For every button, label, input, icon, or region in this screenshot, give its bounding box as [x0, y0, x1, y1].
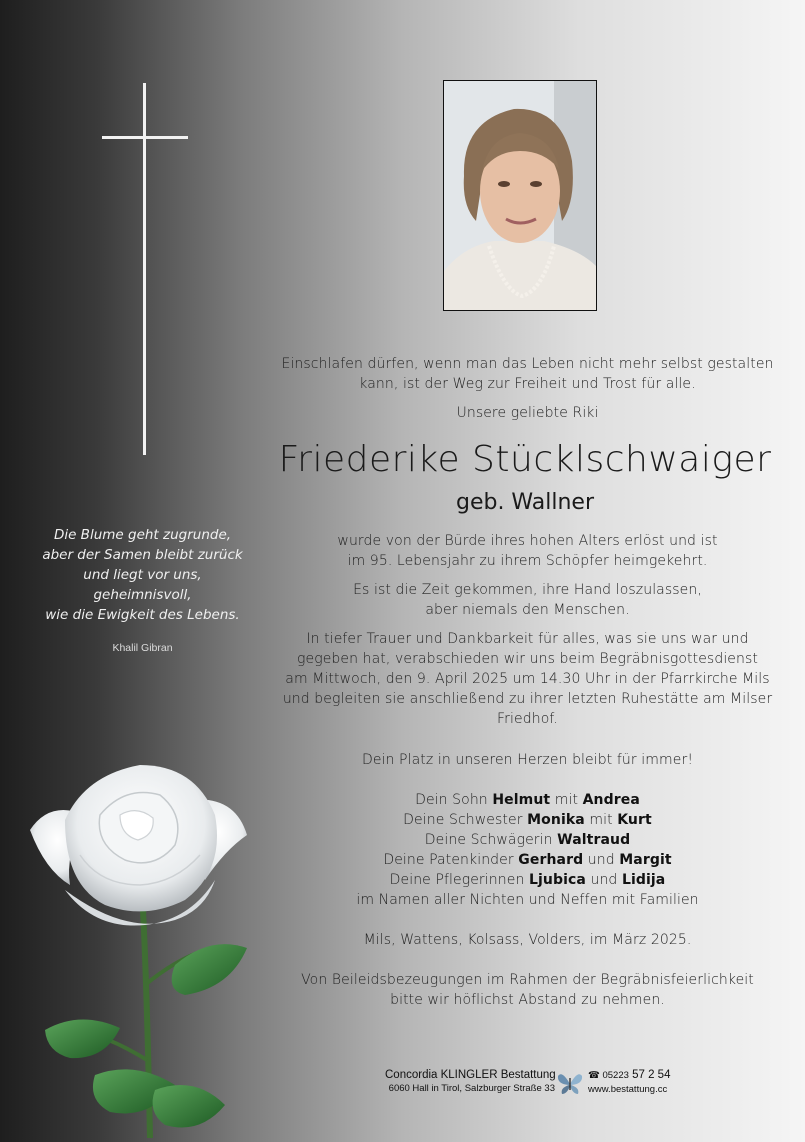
paragraph-line: Friedhof.	[497, 711, 558, 727]
paragraph-line: aber niemals den Menschen.	[425, 602, 630, 618]
intro-line	[275, 403, 780, 423]
quote-line: kann, ist der Weg zur Freiheit und Trost für alle.	[359, 376, 696, 392]
closing-line: Von Beileidsbezeugungen im Rahmen der Begräbnisfeierlichkeit	[301, 972, 754, 988]
paragraph-line: am Mittwoch, den 9. April 2025 um 14.30 Uhr in der Pfarrkirche Mils	[285, 671, 770, 687]
poem-line: geheimnisvoll,	[93, 587, 192, 603]
funeral-home-footer	[385, 1068, 685, 1098]
rose-image	[25, 760, 265, 1138]
paragraph-line: Es ist die Zeit gekommen, ihre Hand loszulassen,	[353, 582, 702, 598]
heart-text: Dein Platz in unseren Herzen bleibt für immer!	[361, 752, 694, 768]
poem-line: aber der Samen bleibt zurück	[42, 547, 243, 563]
paragraph-line: gegeben hat, verabschieden wir uns beim Begräbnisgottesdienst	[297, 651, 758, 667]
mourner-line: Deine Schwester Monika mit Kurt	[403, 812, 652, 828]
poem	[20, 525, 265, 625]
paragraph-line: wurde von der Bürde ihres hohen Alters erlöst und ist	[337, 533, 718, 549]
footer-address: 6060 Hall in Tirol, Salzburger Straße 33	[388, 1083, 555, 1094]
mourner-line: Deine Pflegerinnen Ljubica und Lidija	[389, 872, 666, 888]
footer-company: Concordia KLINGLER Bestattung	[385, 1069, 556, 1081]
deceased-name: Friederike Stücklschwaiger	[278, 439, 772, 480]
paragraph-hand	[275, 580, 780, 620]
mourner-line: Deine Patenkinder Gerhard und Margit	[383, 852, 672, 868]
footer-website[interactable]: www.bestattung.cc	[588, 1084, 668, 1095]
opening-quote	[275, 354, 780, 394]
portrait-photo	[443, 80, 597, 311]
paragraph-line: und begleiten sie anschließend zu ihrer letzten Ruhestätte am Milser	[282, 691, 773, 707]
mourner-line: Dein Sohn Helmut mit Andrea	[415, 792, 640, 808]
closing-note	[275, 970, 780, 1010]
paragraph-line: im 95. Lebensjahr zu ihrem Schöpfer heimgekehrt.	[347, 553, 708, 569]
place-date-text: Mils, Wattens, Kolsass, Volders, im März 2025.	[363, 932, 692, 948]
paragraph-released	[275, 531, 780, 571]
poem-line: Die Blume geht zugrunde,	[53, 527, 232, 543]
poem-author: Khalil Gibran	[112, 642, 173, 654]
quote-line: Einschlafen dürfen, wenn man das Leben nicht mehr selbst gestalten	[281, 356, 774, 372]
butterfly-icon	[557, 1070, 583, 1096]
footer-phone: ☎ 05223 57 2 54	[588, 1069, 671, 1081]
mourners-list	[275, 790, 780, 910]
poem-line: wie die Ewigkeit des Lebens.	[45, 607, 240, 623]
footer-company-block	[385, 1068, 555, 1095]
maiden-name: geb. Wallner	[455, 490, 595, 515]
intro-text: Unsere geliebte Riki	[456, 405, 599, 421]
place-date	[275, 930, 780, 950]
footer-contact-block	[588, 1068, 688, 1096]
mourner-line: Deine Schwägerin Waltraud	[424, 832, 631, 848]
heart-line	[275, 750, 780, 770]
cross-icon-horizontal	[102, 136, 188, 139]
mourners-extra: im Namen aller Nichten und Neffen mit Familien	[356, 892, 699, 908]
paragraph-line: In tiefer Trauer und Dankbarkeit für alles, was sie uns war und	[306, 631, 749, 647]
poem-line: und liegt vor uns,	[83, 567, 202, 583]
paragraph-funeral	[275, 629, 780, 729]
closing-line: bitte wir höflichst Abstand zu nehmen.	[390, 992, 665, 1008]
